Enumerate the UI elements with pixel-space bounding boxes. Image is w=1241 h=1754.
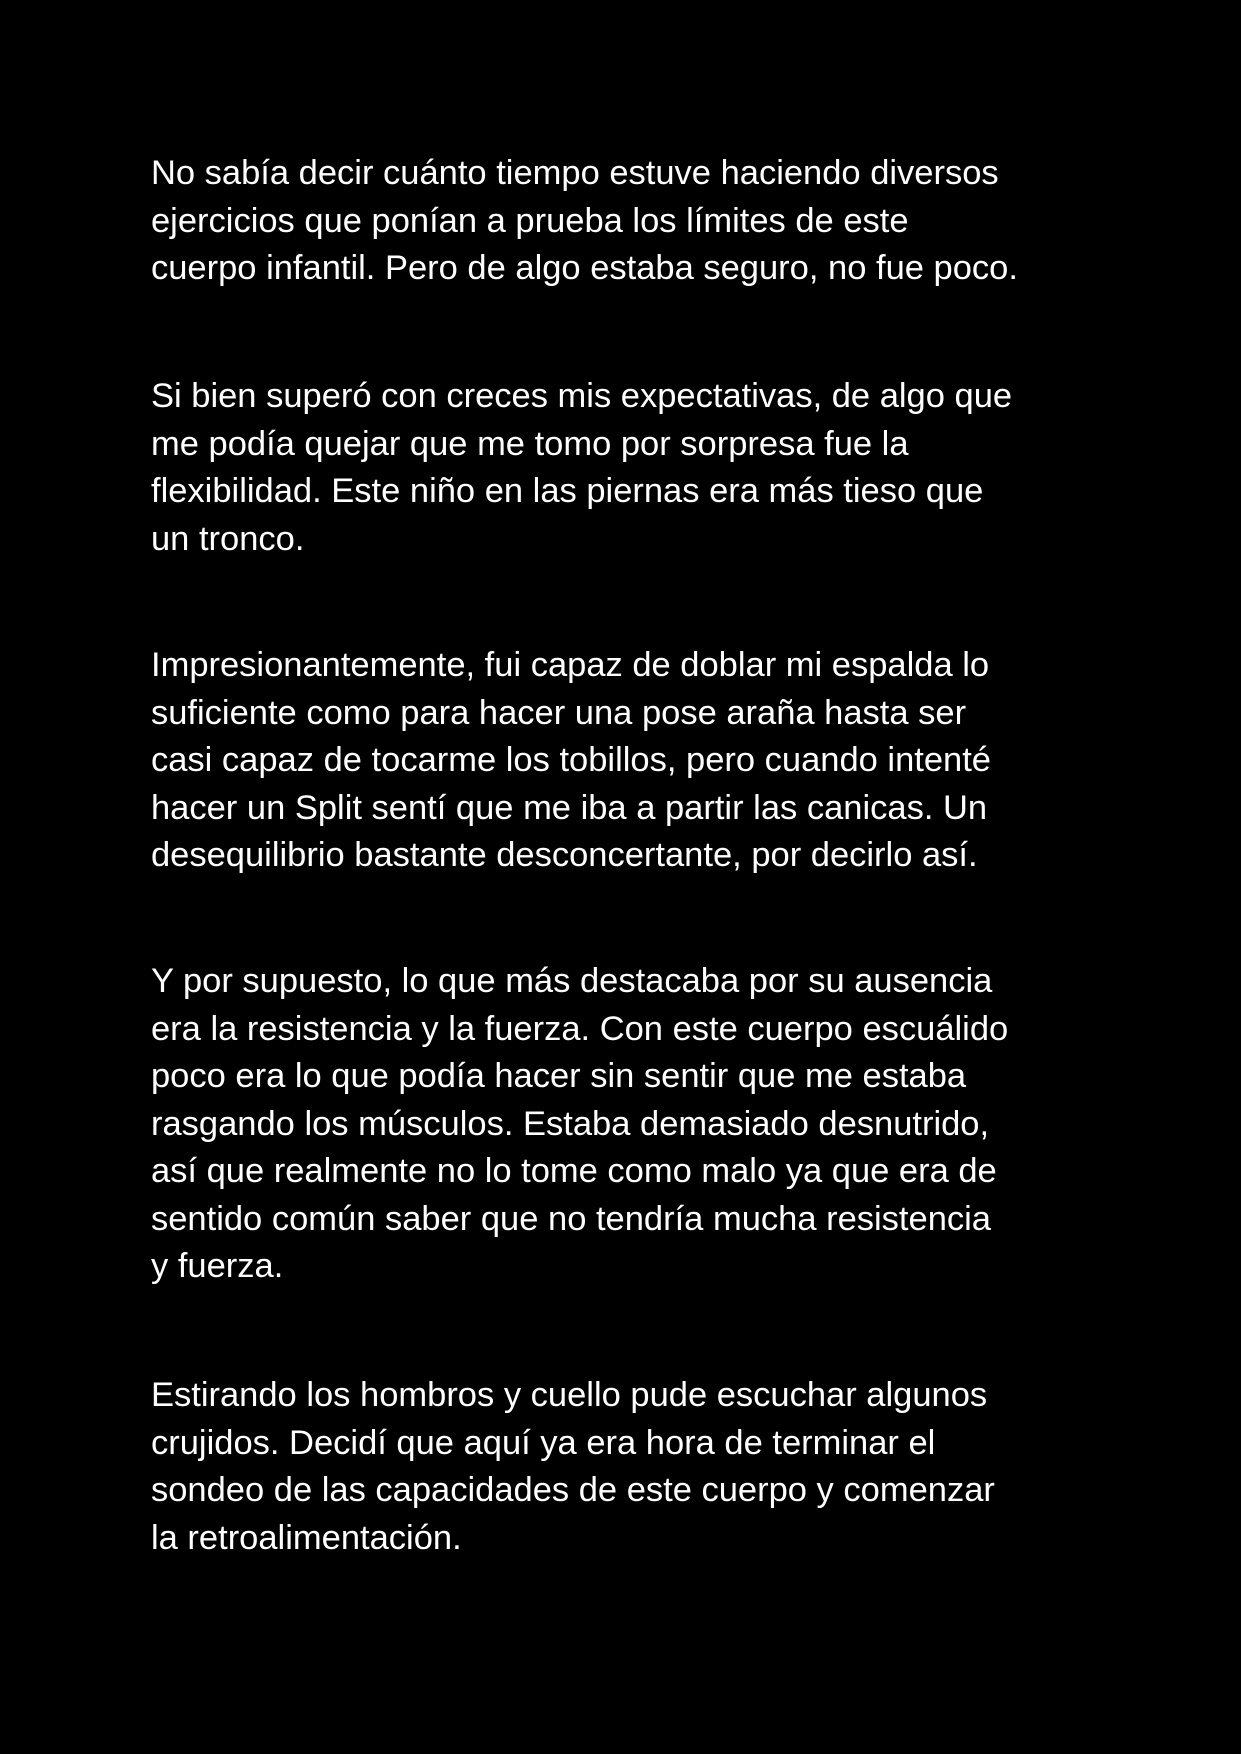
text-line: la retroalimentación.: [151, 1518, 462, 1557]
text-line: Estirando los hombros y cuello pude escuchar algunos: [151, 1376, 988, 1414]
text-line: Y por supuesto, lo que más destacaba por su ausencia: [151, 962, 993, 1000]
text-line: ejercicios que ponían a prueba los límites de este: [151, 201, 909, 240]
text-line: sentido común saber que no tendría mucha resistencia: [151, 1199, 991, 1238]
text-line: suficiente como para hacer una pose araña hasta ser: [151, 693, 967, 732]
paragraph-2: [151, 373, 1106, 563]
paragraph-1: [151, 150, 1106, 293]
text-line: desequilibrio bastante desconcertante, por decirlo así.: [151, 836, 978, 874]
text-line: un tronco.: [151, 519, 305, 558]
text-line: Impresionantemente, fui capaz de doblar mi espalda lo: [151, 646, 990, 684]
paragraph-3: [151, 642, 1106, 880]
text-line: sondeo de las capacidades de este cuerpo y comenzar: [151, 1471, 995, 1509]
text-line: casi capaz de tocarme los tobillos, pero cuando intenté: [151, 741, 991, 779]
text-line: poco era lo que podía hacer sin sentir que me estaba: [151, 1057, 967, 1095]
text-line: flexibilidad. Este niño en las piernas era más tieso que: [151, 472, 984, 510]
text-line: rasgando los músculos. Estaba demasiado desnutrido,: [151, 1104, 990, 1143]
text-line: era la resistencia y la fuerza. Con este cuerpo escuálido: [151, 1009, 1009, 1048]
text-line: No sabía decir cuánto tiempo estuve haciendo diversos: [151, 154, 999, 192]
text-line: Si bien superó con creces mis expectativas, de algo que: [151, 377, 1013, 415]
text-line: hacer un Split sentí que me iba a partir las canicas. Un: [151, 788, 988, 827]
text-line: cuerpo infantil. Pero de algo estaba seguro, no fue poco.: [151, 249, 1018, 287]
paragraph-4: [151, 958, 1106, 1291]
text-line: así que realmente no lo tome como malo ya que era de: [151, 1152, 997, 1190]
text-line: me podía quejar que me tomo por sorpresa fue la: [151, 424, 909, 463]
paragraph-5: [151, 1372, 1106, 1562]
text-line: crujidos. Decidí que aquí ya era hora de terminar el: [151, 1423, 936, 1462]
text-line: y fuerza.: [151, 1247, 284, 1285]
